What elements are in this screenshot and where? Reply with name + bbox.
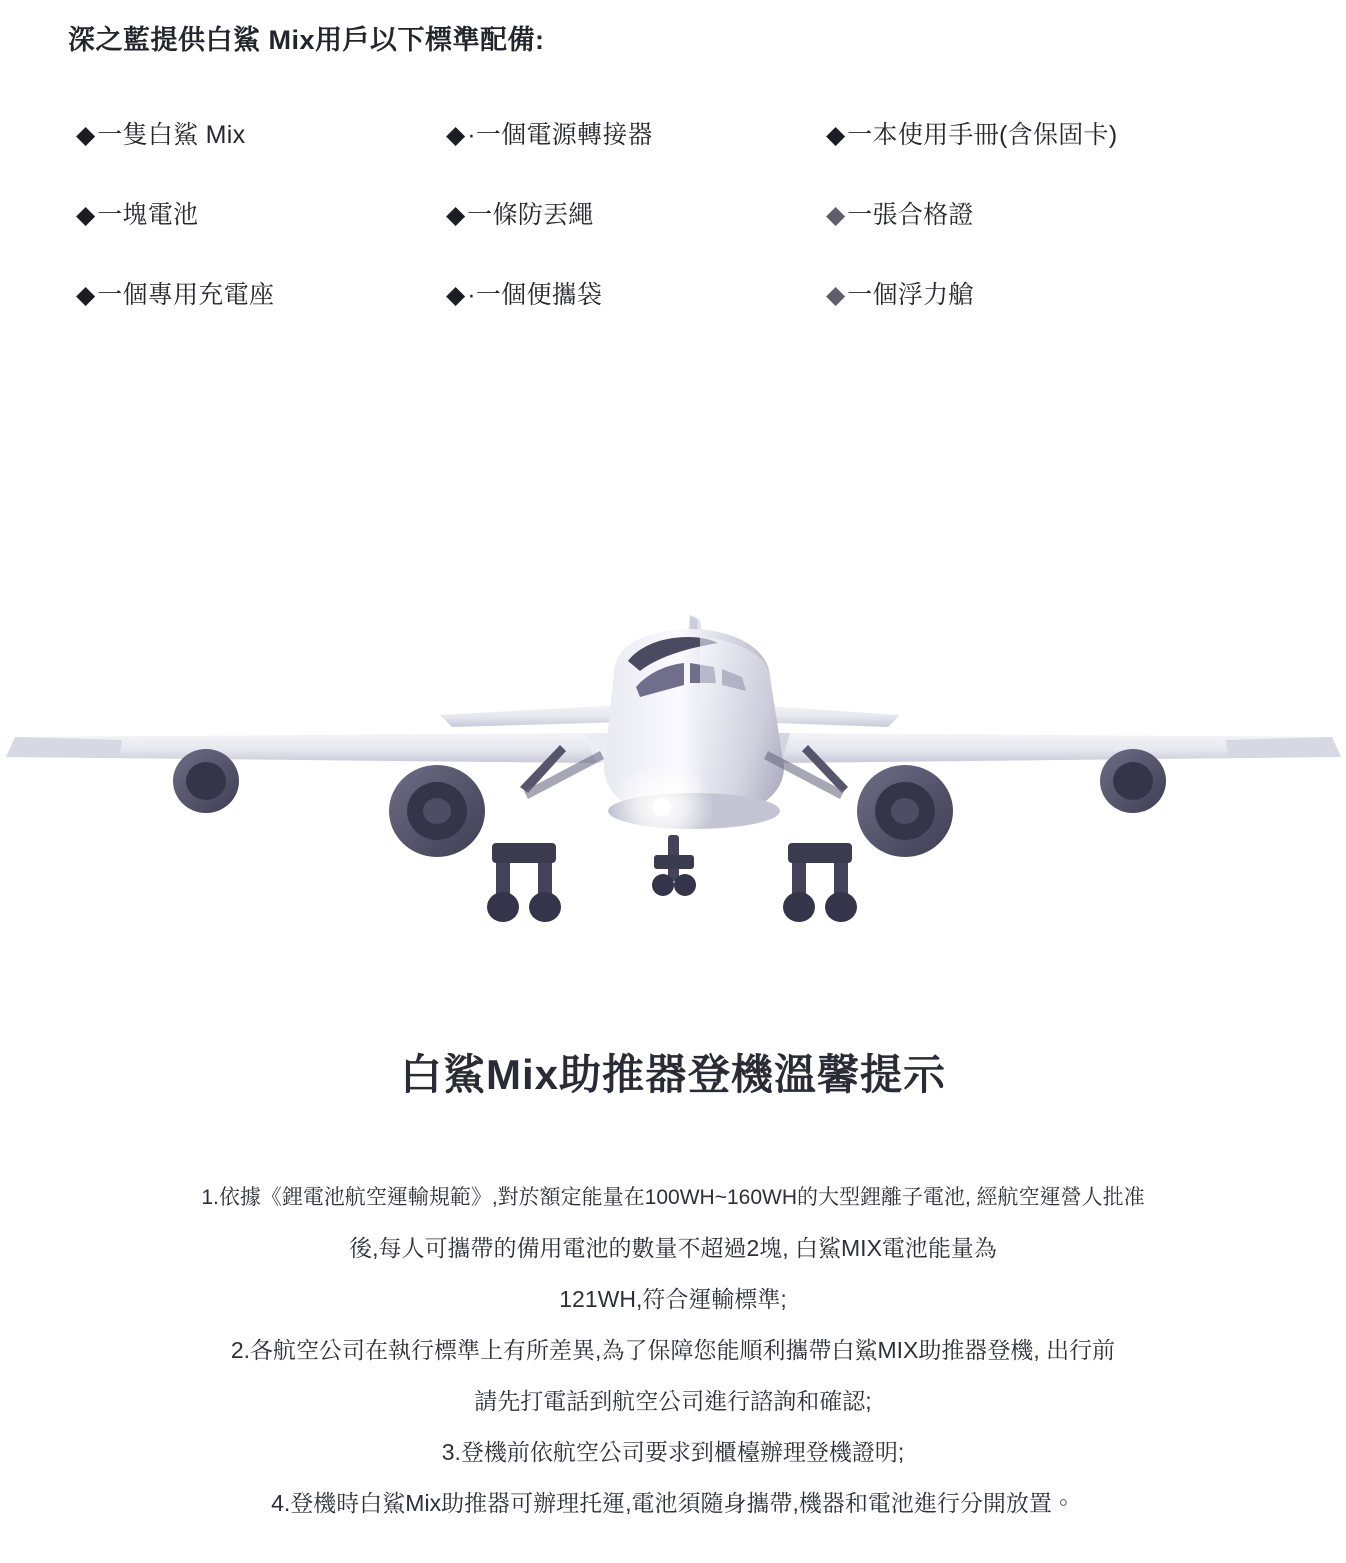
list-item-label: 一個浮力艙 — [847, 281, 974, 309]
list-item — [826, 280, 1276, 310]
list-item — [826, 120, 1276, 150]
diamond-bullet-icon: ◆ — [76, 201, 96, 229]
airplane-front-view-illustration — [0, 415, 1346, 975]
list-item-label: 一本使用手冊(含保固卡) — [847, 121, 1118, 149]
list-item-label: ·一個便攜袋 — [467, 281, 603, 309]
boarding-notes — [0, 1172, 1346, 1529]
note-line: 1.依據《鋰電池航空運輸規範》,對於額定能量在100WH~160WH的大型鋰離子電池, 經航空運營人批准 — [201, 1186, 1145, 1209]
page-title: 深之藍提供白鯊 Mix用戶以下標準配備: — [68, 25, 545, 55]
diamond-bullet-icon: ◆ — [826, 281, 846, 309]
equipment-list — [76, 120, 1276, 360]
diamond-bullet-icon: ◆ — [76, 121, 96, 149]
list-item — [826, 200, 1276, 230]
diamond-bullet-icon: ◆ — [446, 281, 466, 309]
diamond-bullet-icon: ◆ — [76, 281, 96, 309]
list-item-label: 一條防丟繩 — [467, 201, 594, 229]
diamond-bullet-icon: ◆ — [826, 121, 846, 149]
list-item-label: 一塊電池 — [97, 201, 199, 229]
list-item-label: ·一個電源轉接器 — [467, 121, 653, 149]
note-line: 請先打電話到航空公司進行諮詢和確認; — [474, 1388, 872, 1414]
note-line: 後,每人可攜帶的備用電池的數量不超過2塊, 白鯊MIX電池能量為 — [349, 1235, 997, 1261]
section-title: 白鯊Mix助推器登機溫馨提示 — [399, 1051, 946, 1098]
diamond-bullet-icon: ◆ — [446, 121, 466, 149]
list-item — [76, 280, 446, 310]
list-item-label: 一個專用充電座 — [97, 281, 275, 309]
diamond-bullet-icon: ◆ — [446, 201, 466, 229]
diamond-bullet-icon: ◆ — [826, 201, 846, 229]
list-item-label: 一隻白鯊 Mix — [97, 121, 246, 149]
list-item — [76, 120, 446, 150]
note-line: 121WH,符合運輸標準; — [559, 1286, 787, 1312]
note-line: 2.各航空公司在執行標準上有所差異,為了保障您能順利攜帶白鯊MIX助推器登機, 出行前 — [230, 1337, 1116, 1363]
list-item — [446, 120, 826, 150]
list-item — [446, 200, 826, 230]
list-item — [76, 200, 446, 230]
list-item-label: 一張合格證 — [847, 201, 974, 229]
note-line: 4.登機時白鯊Mix助推器可辦理托運,電池須隨身攜帶,機器和電池進行分開放置。 — [271, 1490, 1075, 1516]
list-item — [446, 280, 826, 310]
note-line: 3.登機前依航空公司要求到櫃檯辦理登機證明; — [441, 1439, 905, 1465]
